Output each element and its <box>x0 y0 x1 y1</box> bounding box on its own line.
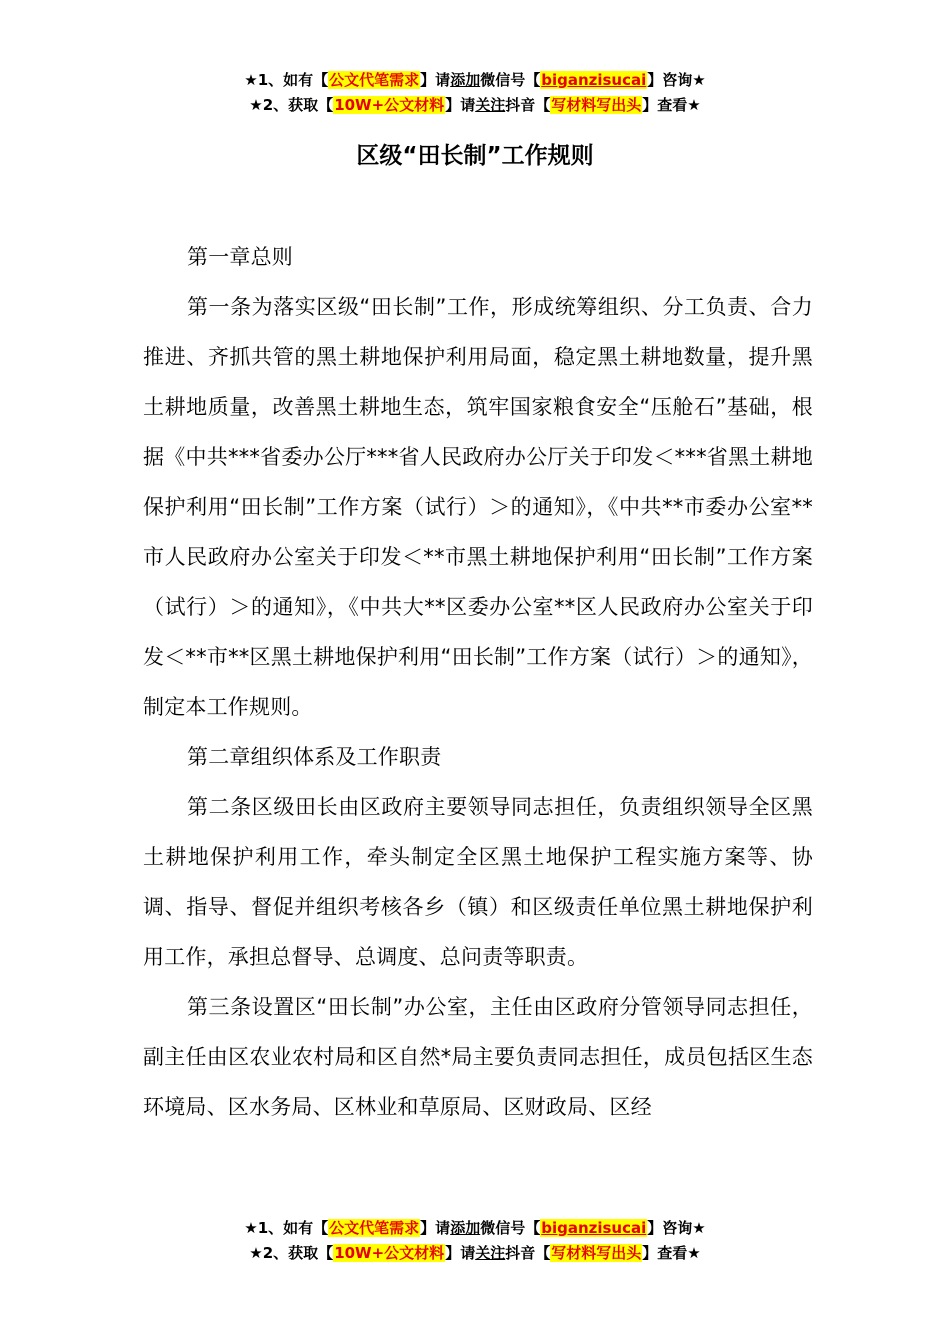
banner-highlight: 写材料写出头 <box>551 96 642 114</box>
banner-text: 微信号【 <box>480 71 541 89</box>
banner-text: 微信号【 <box>480 1219 541 1237</box>
banner-text: ★1、如有【 <box>244 71 329 89</box>
banner-highlight: 10W+公文材料 <box>334 1244 445 1262</box>
banner-wechat-id: biganzisucai <box>541 1219 647 1237</box>
banner-highlight: 10W+公文材料 <box>334 96 445 114</box>
banner-text: 】查看★ <box>642 1244 701 1262</box>
banner-text: 抖音【 <box>505 96 551 114</box>
banner-line-2 <box>0 93 950 118</box>
chapter-heading: 第一章总则 <box>187 245 293 269</box>
banner-highlight: 公文代笔需求 <box>329 1219 420 1237</box>
article-paragraph: 第三条设置区“田长制”办公室，主任由区政府分管领导同志担任，副主任由区农业农村局和区自然*局主要负责同志担任，成员包括区生态环境局、区水务局、区林业和草原局、区财政局、区经 <box>143 995 813 1119</box>
banner-wechat-id: biganzisucai <box>541 71 647 89</box>
banner-text: 】请 <box>445 96 476 114</box>
banner-underlined: 关注 <box>475 1244 506 1262</box>
banner-text: ★1、如有【 <box>244 1219 329 1237</box>
banner-highlight: 公文代笔需求 <box>329 71 420 89</box>
banner-text: ★2、获取【 <box>249 1244 334 1262</box>
banner-line-2 <box>0 1241 950 1266</box>
banner-text: ★2、获取【 <box>249 96 334 114</box>
banner-underlined: 关注 <box>475 96 506 114</box>
header-banner <box>0 68 950 118</box>
banner-text: 】查看★ <box>642 96 701 114</box>
article-paragraph: 第一条为落实区级“田长制”工作，形成统筹组织、分工负责、合力推进、齐抓共管的黑土耕地保护利用局面，稳定黑土耕地数量，提升黑土耕地质量，改善黑土耕地生态，筑牢国家粮食安全“压舱石”基础，根据《中共***省委办公厅***省人民政府办公厅关于印发＜***省黑土耕地保护利用“田长制”工作方案（试行）＞的通知》，《中共**市委办公室**市人民政府办公室关于印发＜**市黑土耕地保护利用“田长制”工作方案（试行）＞的通知》，《中共大**区委办公室**区人民政府办公室关于印发＜**市**区黑土耕地保护利用“田长制”工作方案（试行）＞的通知》，制定本工作规则。 <box>143 295 813 719</box>
banner-underlined: 添加 <box>450 1219 481 1237</box>
banner-text: 】咨询★ <box>647 71 706 89</box>
banner-text: 】咨询★ <box>647 1219 706 1237</box>
banner-text: 】请 <box>420 1219 451 1237</box>
banner-underlined: 添加 <box>450 71 481 89</box>
banner-text: 抖音【 <box>505 1244 551 1262</box>
article-paragraph: 第二条区级田长由区政府主要领导同志担任，负责组织领导全区黑土耕地保护利用工作，牵头制定全区黑土地保护工程实施方案等、协调、指导、督促并组织考核各乡（镇）和区级责任单位黑土耕地保护利用工作，承担总督导、总调度、总问责等职责。 <box>143 795 813 969</box>
banner-highlight: 写材料写出头 <box>551 1244 642 1262</box>
document-title: 区级“田长制”工作规则 <box>356 143 594 169</box>
chapter-heading: 第二章组织体系及工作职责 <box>187 745 442 769</box>
banner-text: 】请 <box>420 71 451 89</box>
banner-line-1 <box>0 68 950 93</box>
banner-line-1 <box>0 1216 950 1241</box>
footer-banner <box>0 1216 950 1266</box>
document-body <box>143 232 813 1132</box>
banner-text: 】请 <box>445 1244 476 1262</box>
